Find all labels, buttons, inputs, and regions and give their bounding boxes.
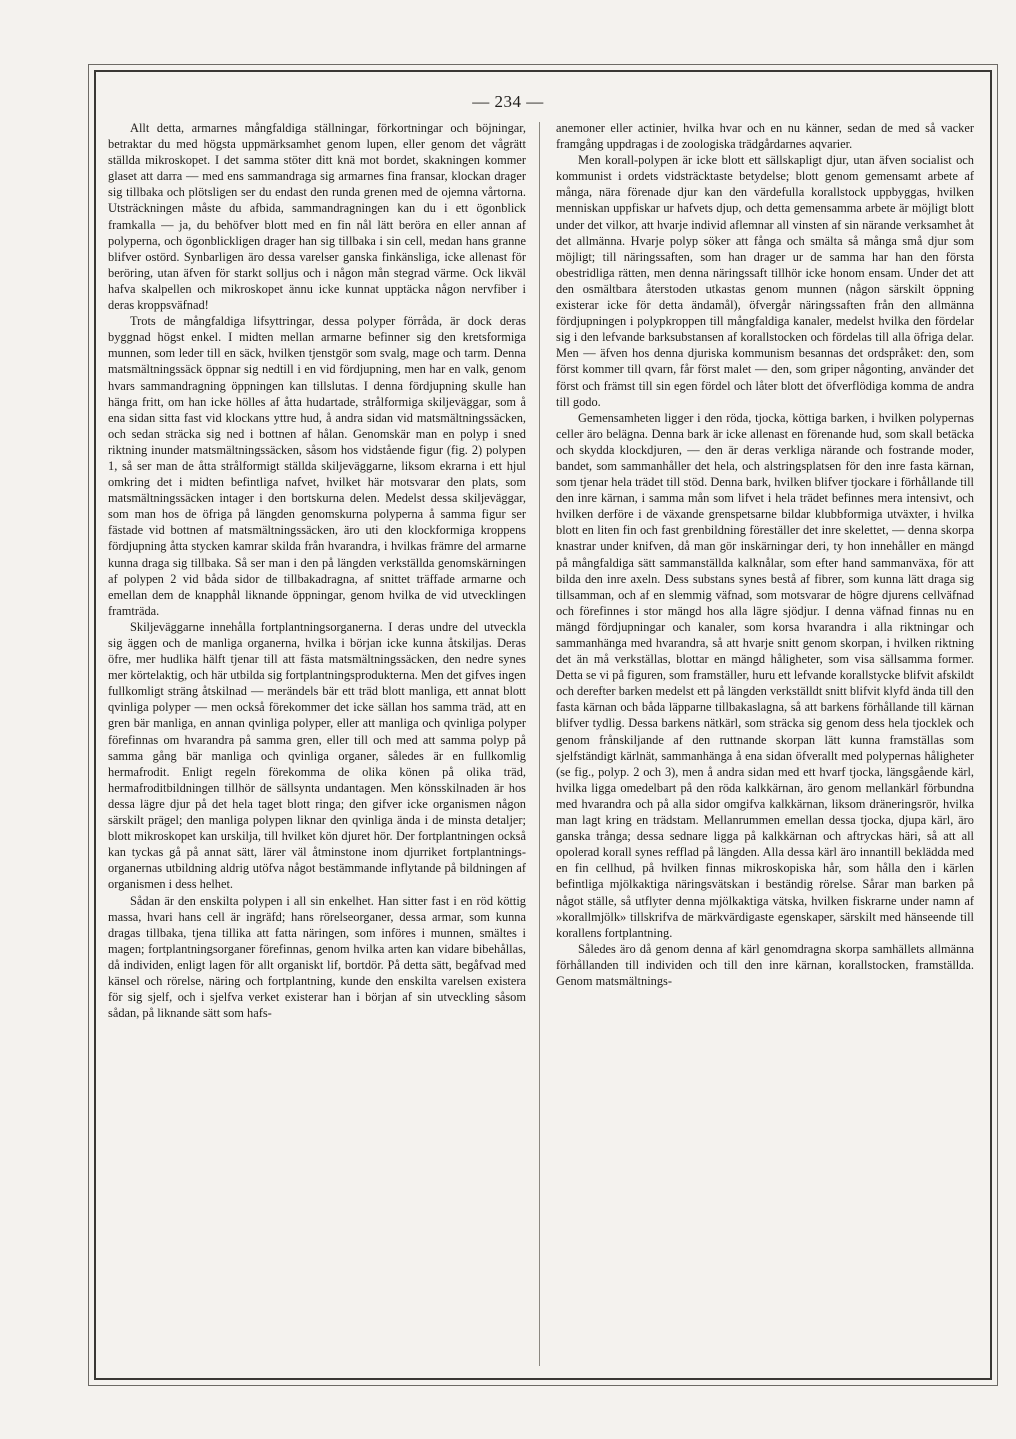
- left-paragraph-1: Allt detta, armarnes mångfaldiga ställningar, förkortningar och böjningar, betraktar du med högsta uppmärksamhet genom lupen, eller genom det vågrätt ställda mikroskopet. I det samma stöter ditt knä mot bordet, skakningen kommer glaset att darra — med ens sammandraga sig armarnes fina fransar, klockan drager sig tillbaka och plötsligen ser du endast den runda grenen med de ojemna vårtorna. Utsträckningen måste du afbida, sammandragningen kan du i ett ögonblick framkalla — ja, du behöfver blott med en fin nål lätt beröra en eller annan af polyperna, och ögonblickligen drager han sig tillbaka i sin cell, medan hans granne blifver ostörd. Synbarligen äro dessa varelser ganska finkänsliga, icke allenast för beröring, utan äfven för starkt solljus och i någon mån stegrad värme. Ock likväl hafva skalpellen och mikroskopet ännu icke kunnat upptäcka någon nervfiber i deras kroppsväfnad!: [108, 121, 526, 313]
- right-paragraph-2: Men korall-polypen är icke blott ett sällskapligt djur, utan äfven socialist och kommunist i ordets vidsträcktaste betydelse; blott genom gemensamt arbete af många, nära förenade djur kan den värdefulla korallstock uppbyggas, hvilken menniskan uppfiskar ur hafvets djup, och detta gemensamma arbete är möjligt blott under det vilkor, att hvarje individ aflemnar all vinsten af sin närande verksamhet åt det allmänna. Hvarje polyp söker att fånga och smälta så många små djur som möjligt; till näringssaften, som han drager ur de samma har han den första obestridliga rätten, men denna näringssaft tillhör icke honom ensam. Under det att den osmältbara återstoden utkastas genom munnen (någon särskilt öppning existerar icke för detta ändamål), öfvergår näringssaften från den allmänna fördjupningen i polypkroppen till mångfaldiga kanaler, medelst hvilka den fördelar sig i den lefvande barksubstansen af korallstocken och fördelas till alla öfriga delar. Men — äfven hos denna djuriska kommunism besannas det ordspråket: den, som först kommer till qvarn, får först malet — den, som griper någonting, använder det först och främst till sin egen fördel och låter blott det öfverflödiga komma de andra till godo.: [556, 153, 974, 409]
- right-column: [556, 120, 974, 1370]
- right-paragraph-4: Således äro då genom denna af kärl genomdragna skorpa samhällets allmänna förhållanden till individen och till den inre kärnan, korallstocken, framställda. Genom matsmältnings-: [556, 941, 974, 988]
- left-paragraph-4: Sådan är den enskilta polypen i all sin enkelhet. Han sitter fast i en röd köttig massa, hvari hans cell är ingräfd; hans rörelseorganer, dessa armar, som kunna dragas tillbaka, tjena tillika att fatta näringen, som införes i munnen, smältes i magen; fortplantningsorganer förefinnas, genom hvilka arten kan vidare bibehållas, då individen, enligt lagen för allt organiskt lif, bortdör. På detta sätt, begåfvad med känsel och rörelse, näring och fortplantning, kunde den enskilta varelsen existera för sig sjelf, och i sjelfva verket existerar han i början af sin utveckling såsom sådan, på liknande sätt som hafs-: [108, 893, 526, 1021]
- right-paragraph-3: Gemensamheten ligger i den röda, tjocka, köttiga barken, i hvilken polypernas celler äro belägna. Denna bark är icke allenast en förenande hud, som skall betäcka och skydda klockdjuren, — den är deras verkliga närande och fostrande moder, bandet, som sammanhåller det hela, och alstringsplatsen för den inre fasta kärnan, som tjenar hela trädet till stöd. Denna bark, hvilken blifver tjockare i förhållande till den inre kärnan, i samma mån som lifvet i hela trädet befinnes mera intensivt, och hvilken derföre i de växande grenspetsarne bildar klubbformiga utväxter, i hvilka blott en liten fin och fast grenbildning föreställer det inre skelettet, — denna skorpa knastrar under knifven, då man gör inskärningar deri, ty hon innehåller en mängd på mångfaldiga sätt sammanställda kalknålar, som efter hand sammanväxa, för att bilda den inre axeln. Dess substans synes bestå af fibrer, som kunna lätt draga sig tillsamman, och af en slemmig väfnad, som motsvarar de högre djurens cellväfnad och förefinnes i stor mängd hos alla lägre sjödjur. I denna väfnad finnas nu en mängd fördjupningar och kanaler, som korsa hvarandra i alla riktningar och sammanhänga med hvarandra, så att hvarje snitt genom skorpan, i hvilken riktning det än må verkställas, blottar en mängd håligheter, som visa sällsamma former. Detta se vi på figuren, som framställer, huru ett lefvande korallstycke blifvit afskildt och derefter barken medelst ett på längden verkställdt snitt blifvit klyfd ända till den fasta kärnan och båda läpparne tillbakaslagna, så att barkens förhållande till kärnan blifver tydlig. Dessa barkens nätkärl, som sträcka sig genom dess hela tjocklek och genom frånskiljande af den ruttnande skorpan lätt kunna framställas som sjelfständigt kärlnät, sammanhänga å ena sidan öfverallt med polypernas håligheter (se fig., polyp. 2 och 3), men å andra sidan med ett hvarf tjocka, längsgående kärl, hvilka ligga omedelbart på den röda kalkkärnan, äro genom mellankärl förbundna med hvarandra och på alla sidor omgifva kalkkärnan, liksom dräneringsrör, hvilka man lagt kring en trädstam. Mellanrummen emellan dessa tjocka, djupa kärl, äro ganska trånga; dessa sednare ligga på kalkkärnan och aftryckas häri, så att all opolerad korall synes refflad på längden. Alla dessa kärl äro innantill beklädda med en fin cellhud, på hvilken finnas mikroskopiska hår, som hålla den i kärlen befintliga mjölkaktiga näringsvätskan i beständig rörelse. Sårar man barken på något ställe, så utflyter denna mjölkaktiga vätska, hvilken fiskrarne under namn af »korallmjölk» tillskrifva de märkvärdigaste egenskaper, särskilt med hänseende till korallens fortplantning.: [556, 410, 974, 940]
- left-paragraph-3: Skiljeväggarne innehålla fortplantningsorganerna. I deras undre del utveckla sig äggen och de manliga organerna, hvilka i början icke kunna åtskiljas. Deras öfre, mer hudlika hälft tjenar till att fästa matsmältningssäcken, den nedre synes mer körtelaktig, och här utbilda sig fortplantningsprodukterna. Men det gifves ingen fullkomligt sträng åtskilnad — merändels bär ett träd blott manliga, ett annat blott qvinliga polyper — men också förekommer det icke sällan hos samma träd, att en gren bär manliga, en annan qvinliga polyper, eller att manliga och qvinliga polyper förefinnas om hvarandra på samma gren, eller till och med att samma polyp på samma gång bär manliga och qvinliga organer, således är en fullkomlig hermafrodit. Enligt regeln förekomma de olika könen på olika träd, hermafroditbildningen tillhör de sällsynta undantagen. Men könsskilnaden är hos dessa lägre djur på det hela taget blott ringa; den gifver icke organismen någon särskilt prägel; den manliga polypen liknar den qvinliga ända i de minsta detaljer; blott mikroskopet kan urskilja, till hvilket kön djuret hör. Der fortplantningen också kan tyckas gå på annat sätt, lärer väl åtminstone inom djurriket fortplantnings-organernas utbildning aldrig utöfva något bestämmande inflytande på bildningen af organismen i dess helhet.: [108, 619, 526, 892]
- right-paragraph-1: anemoner eller actinier, hvilka hvar och en nu känner, sedan de med så vacker framgång uppdragas i de zoologiska trädgårdarnes aqvarier.: [556, 121, 974, 152]
- left-paragraph-2: Trots de mångfaldiga lifsyttringar, dessa polyper förråda, är dock deras byggnad högst enkel. I midten mellan armarne befinner sig den kretsformiga munnen, som leder till en säck, hvilken tjenstgör som svalg, mage och tarm. Denna matsmältningssäck öppnar sig nedtill i en vid fördjupning, men har en valk, genom hvars sammandragning öppningen kan tillslutas. I denna fördjupning skulle han hänga fritt, om han icke hölles af åtta hudartade, strålformiga skiljeväggar, som å ena sidan sitta fast vid klockans yttre hud, å andra sidan vid matsmältningssäcken, och sedan sträcka sig ned i bottnen af hålan. Genomskär man en polyp i sned riktning inunder matsmältningssäcken, såsom hos vidstående figur (fig. 2) polypen 1, så ser man de åtta strålformigt ställda skiljeväggarne, liksom ekrarna i ett hjul omkring det i midten befintliga nafvet, hvilket här motsvarar den plats, som matsmältningssäcken intager i den bortskurna delen. Medelst dessa skiljeväggar, som man hos de öfriga på längden genomskurna polyperna å samma figur ser fästade vid bottnen af matsmältningssäcken, äro uti den klockformiga kroppens fördjupning åtta stycken kamrar skilda från hvarandra, i hvilkas främre del armarne kunna draga sig tillbaka. Så ser man i den på längden verkställda genomskärningen af polypen 2 vid båda sidor de tillbakadragna, af snittet träffade armarne och emellan dem de knapphål liknande öppningar, genom hvilka de vid utvecklingen framträda.: [108, 314, 526, 618]
- column-divider: [539, 122, 540, 1366]
- page-number: — 234 —: [472, 92, 544, 111]
- left-column: [108, 120, 526, 1370]
